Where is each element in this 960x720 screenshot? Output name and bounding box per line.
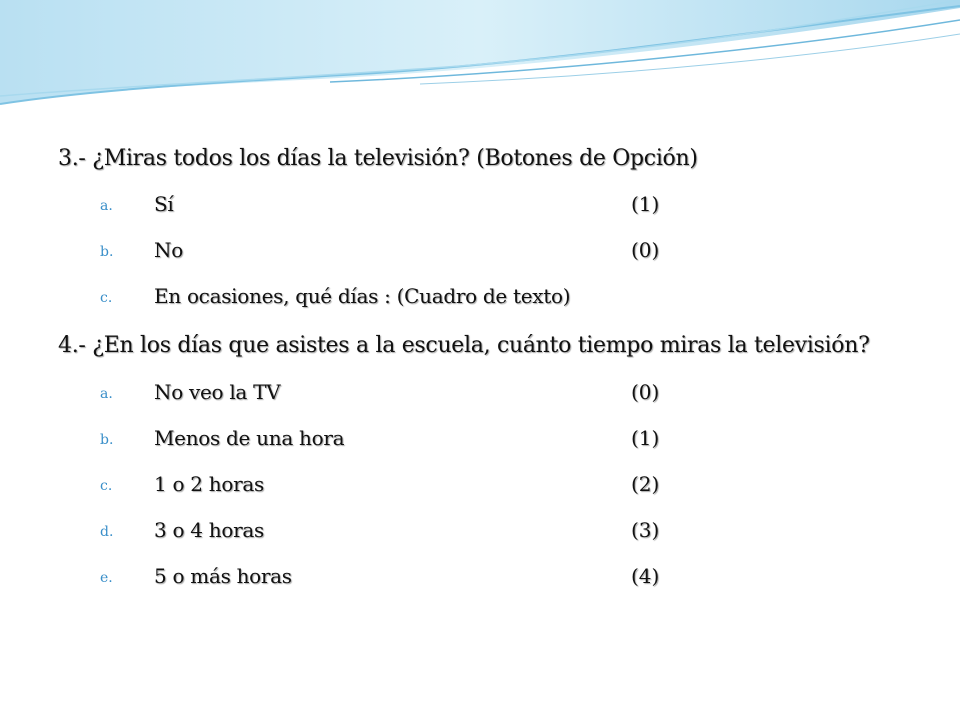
option-label: Menos de una hora xyxy=(154,426,345,450)
q4-option-b xyxy=(100,426,700,456)
option-letter: b. xyxy=(100,244,114,260)
q4-option-d xyxy=(100,518,700,548)
option-value: (1) xyxy=(631,192,660,216)
option-letter: c. xyxy=(100,478,113,494)
question-4-text: 4.- ¿En los días que asistes a la escuela, cuánto tiempo miras la televisión? xyxy=(58,333,870,358)
q4-option-a xyxy=(100,380,700,410)
option-label: En ocasiones, qué días : (Cuadro de texto) xyxy=(154,284,571,308)
question-3-text: 3.- ¿Miras todos los días la televisión? (Botones de Opción) xyxy=(58,146,698,171)
q3-option-b xyxy=(100,238,700,268)
option-label: 3 o 4 horas xyxy=(154,518,264,542)
q4-option-e xyxy=(100,564,700,594)
option-letter: a. xyxy=(100,386,113,402)
option-label: 5 o más horas xyxy=(154,564,292,588)
option-letter: e. xyxy=(100,570,113,586)
option-value: (2) xyxy=(631,472,660,496)
q3-option-c xyxy=(100,284,700,314)
decorative-wave-header xyxy=(0,0,960,130)
option-letter: a. xyxy=(100,198,113,214)
option-value: (3) xyxy=(631,518,660,542)
option-letter: d. xyxy=(100,524,114,540)
option-value: (1) xyxy=(631,426,660,450)
option-label: No xyxy=(154,238,183,262)
option-letter: c. xyxy=(100,290,113,306)
option-value: (0) xyxy=(631,238,660,262)
option-label: No veo la TV xyxy=(154,380,281,404)
option-value: (4) xyxy=(631,564,660,588)
q4-option-c xyxy=(100,472,700,502)
option-value: (0) xyxy=(631,380,660,404)
option-letter: b. xyxy=(100,432,114,448)
option-label: 1 o 2 horas xyxy=(154,472,264,496)
q3-option-a xyxy=(100,192,700,222)
option-label: Sí xyxy=(154,192,174,216)
